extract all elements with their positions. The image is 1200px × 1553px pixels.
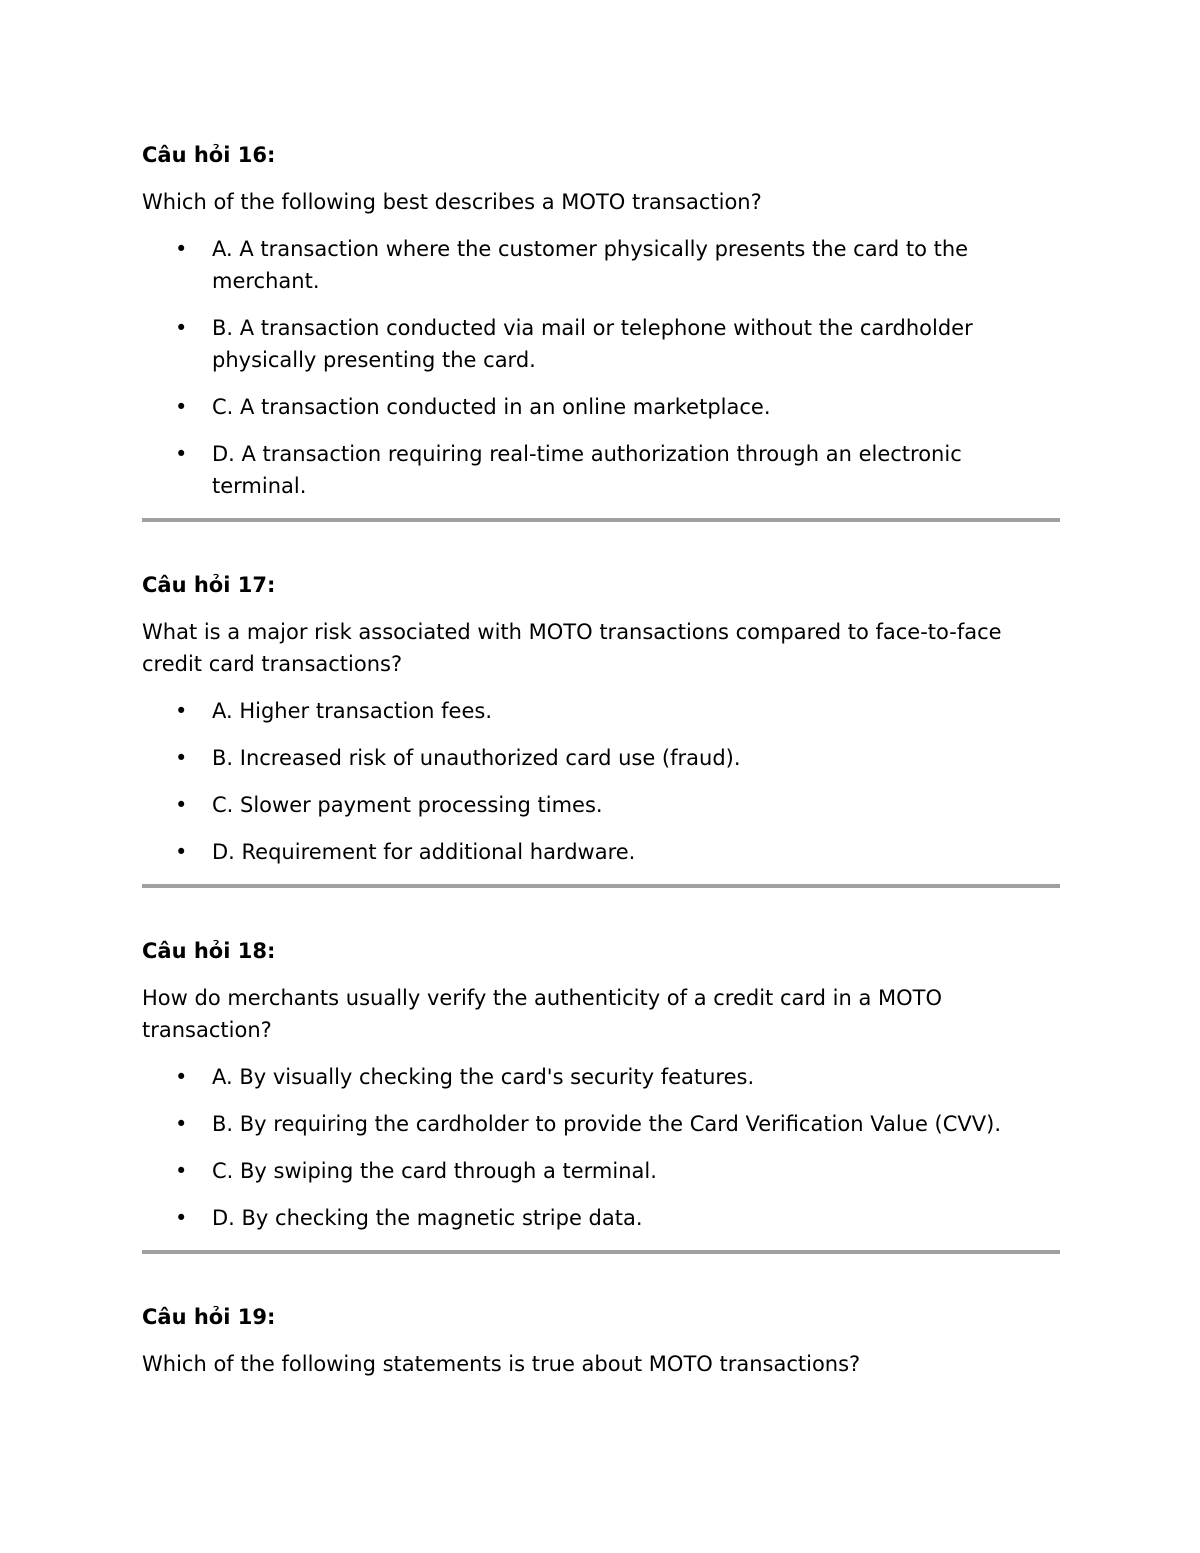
- question-title: Câu hỏi 16:: [142, 143, 276, 167]
- option-b: [142, 312, 1060, 376]
- divider: [142, 1250, 1060, 1254]
- question-16: [142, 139, 1060, 502]
- option-text: D. Requirement for additional hardware.: [212, 840, 636, 864]
- option-text: B. Increased risk of unauthorized card use (fraud).: [212, 746, 741, 770]
- question-text: What is a major risk associated with MOTO transactions compared to face-to-face credit card transactions?: [142, 620, 1002, 676]
- bullet-icon: •: [175, 1065, 188, 1089]
- option-text: C. A transaction conducted in an online marketplace.: [212, 395, 771, 419]
- bullet-icon: •: [175, 442, 188, 466]
- document-page: [142, 139, 1060, 1395]
- option-b: [142, 742, 1060, 774]
- question-title: Câu hỏi 17:: [142, 573, 276, 597]
- option-text: A. Higher transaction fees.: [212, 699, 492, 723]
- option-d: [142, 1202, 1060, 1234]
- bullet-icon: •: [175, 316, 188, 340]
- option-text: B. A transaction conducted via mail or telephone without the cardholder physically presenting the card.: [212, 316, 973, 372]
- option-list: [142, 233, 1060, 502]
- bullet-icon: •: [175, 840, 188, 864]
- option-a: [142, 695, 1060, 727]
- bullet-icon: •: [175, 1112, 188, 1136]
- bullet-icon: •: [175, 699, 188, 723]
- option-text: A. By visually checking the card's security features.: [212, 1065, 755, 1089]
- option-text: B. By requiring the cardholder to provide the Card Verification Value (CVV).: [212, 1112, 1002, 1136]
- option-a: [142, 1061, 1060, 1093]
- question-17: [142, 569, 1060, 868]
- question-text: Which of the following statements is true about MOTO transactions?: [142, 1352, 861, 1376]
- bullet-icon: •: [175, 237, 188, 261]
- option-text: A. A transaction where the customer physically presents the card to the merchant.: [212, 237, 969, 293]
- bullet-icon: •: [175, 1159, 188, 1183]
- option-text: C. By swiping the card through a terminal.: [212, 1159, 657, 1183]
- question-text: Which of the following best describes a MOTO transaction?: [142, 190, 762, 214]
- option-c: [142, 391, 1060, 423]
- question-19: [142, 1301, 1060, 1380]
- option-list: [142, 695, 1060, 868]
- option-text: D. A transaction requiring real-time authorization through an electronic terminal.: [212, 442, 962, 498]
- option-c: [142, 1155, 1060, 1187]
- option-list: [142, 1061, 1060, 1234]
- bullet-icon: •: [175, 793, 188, 817]
- option-d: [142, 438, 1060, 502]
- option-text: D. By checking the magnetic stripe data.: [212, 1206, 643, 1230]
- divider: [142, 518, 1060, 522]
- option-d: [142, 836, 1060, 868]
- option-b: [142, 1108, 1060, 1140]
- bullet-icon: •: [175, 746, 188, 770]
- option-c: [142, 789, 1060, 821]
- bullet-icon: •: [175, 1206, 188, 1230]
- question-title: Câu hỏi 19:: [142, 1305, 276, 1329]
- bullet-icon: •: [175, 395, 188, 419]
- option-a: [142, 233, 1060, 297]
- question-title: Câu hỏi 18:: [142, 939, 276, 963]
- divider: [142, 884, 1060, 888]
- question-text: How do merchants usually verify the authenticity of a credit card in a MOTO transaction?: [142, 986, 943, 1042]
- question-18: [142, 935, 1060, 1234]
- option-text: C. Slower payment processing times.: [212, 793, 603, 817]
